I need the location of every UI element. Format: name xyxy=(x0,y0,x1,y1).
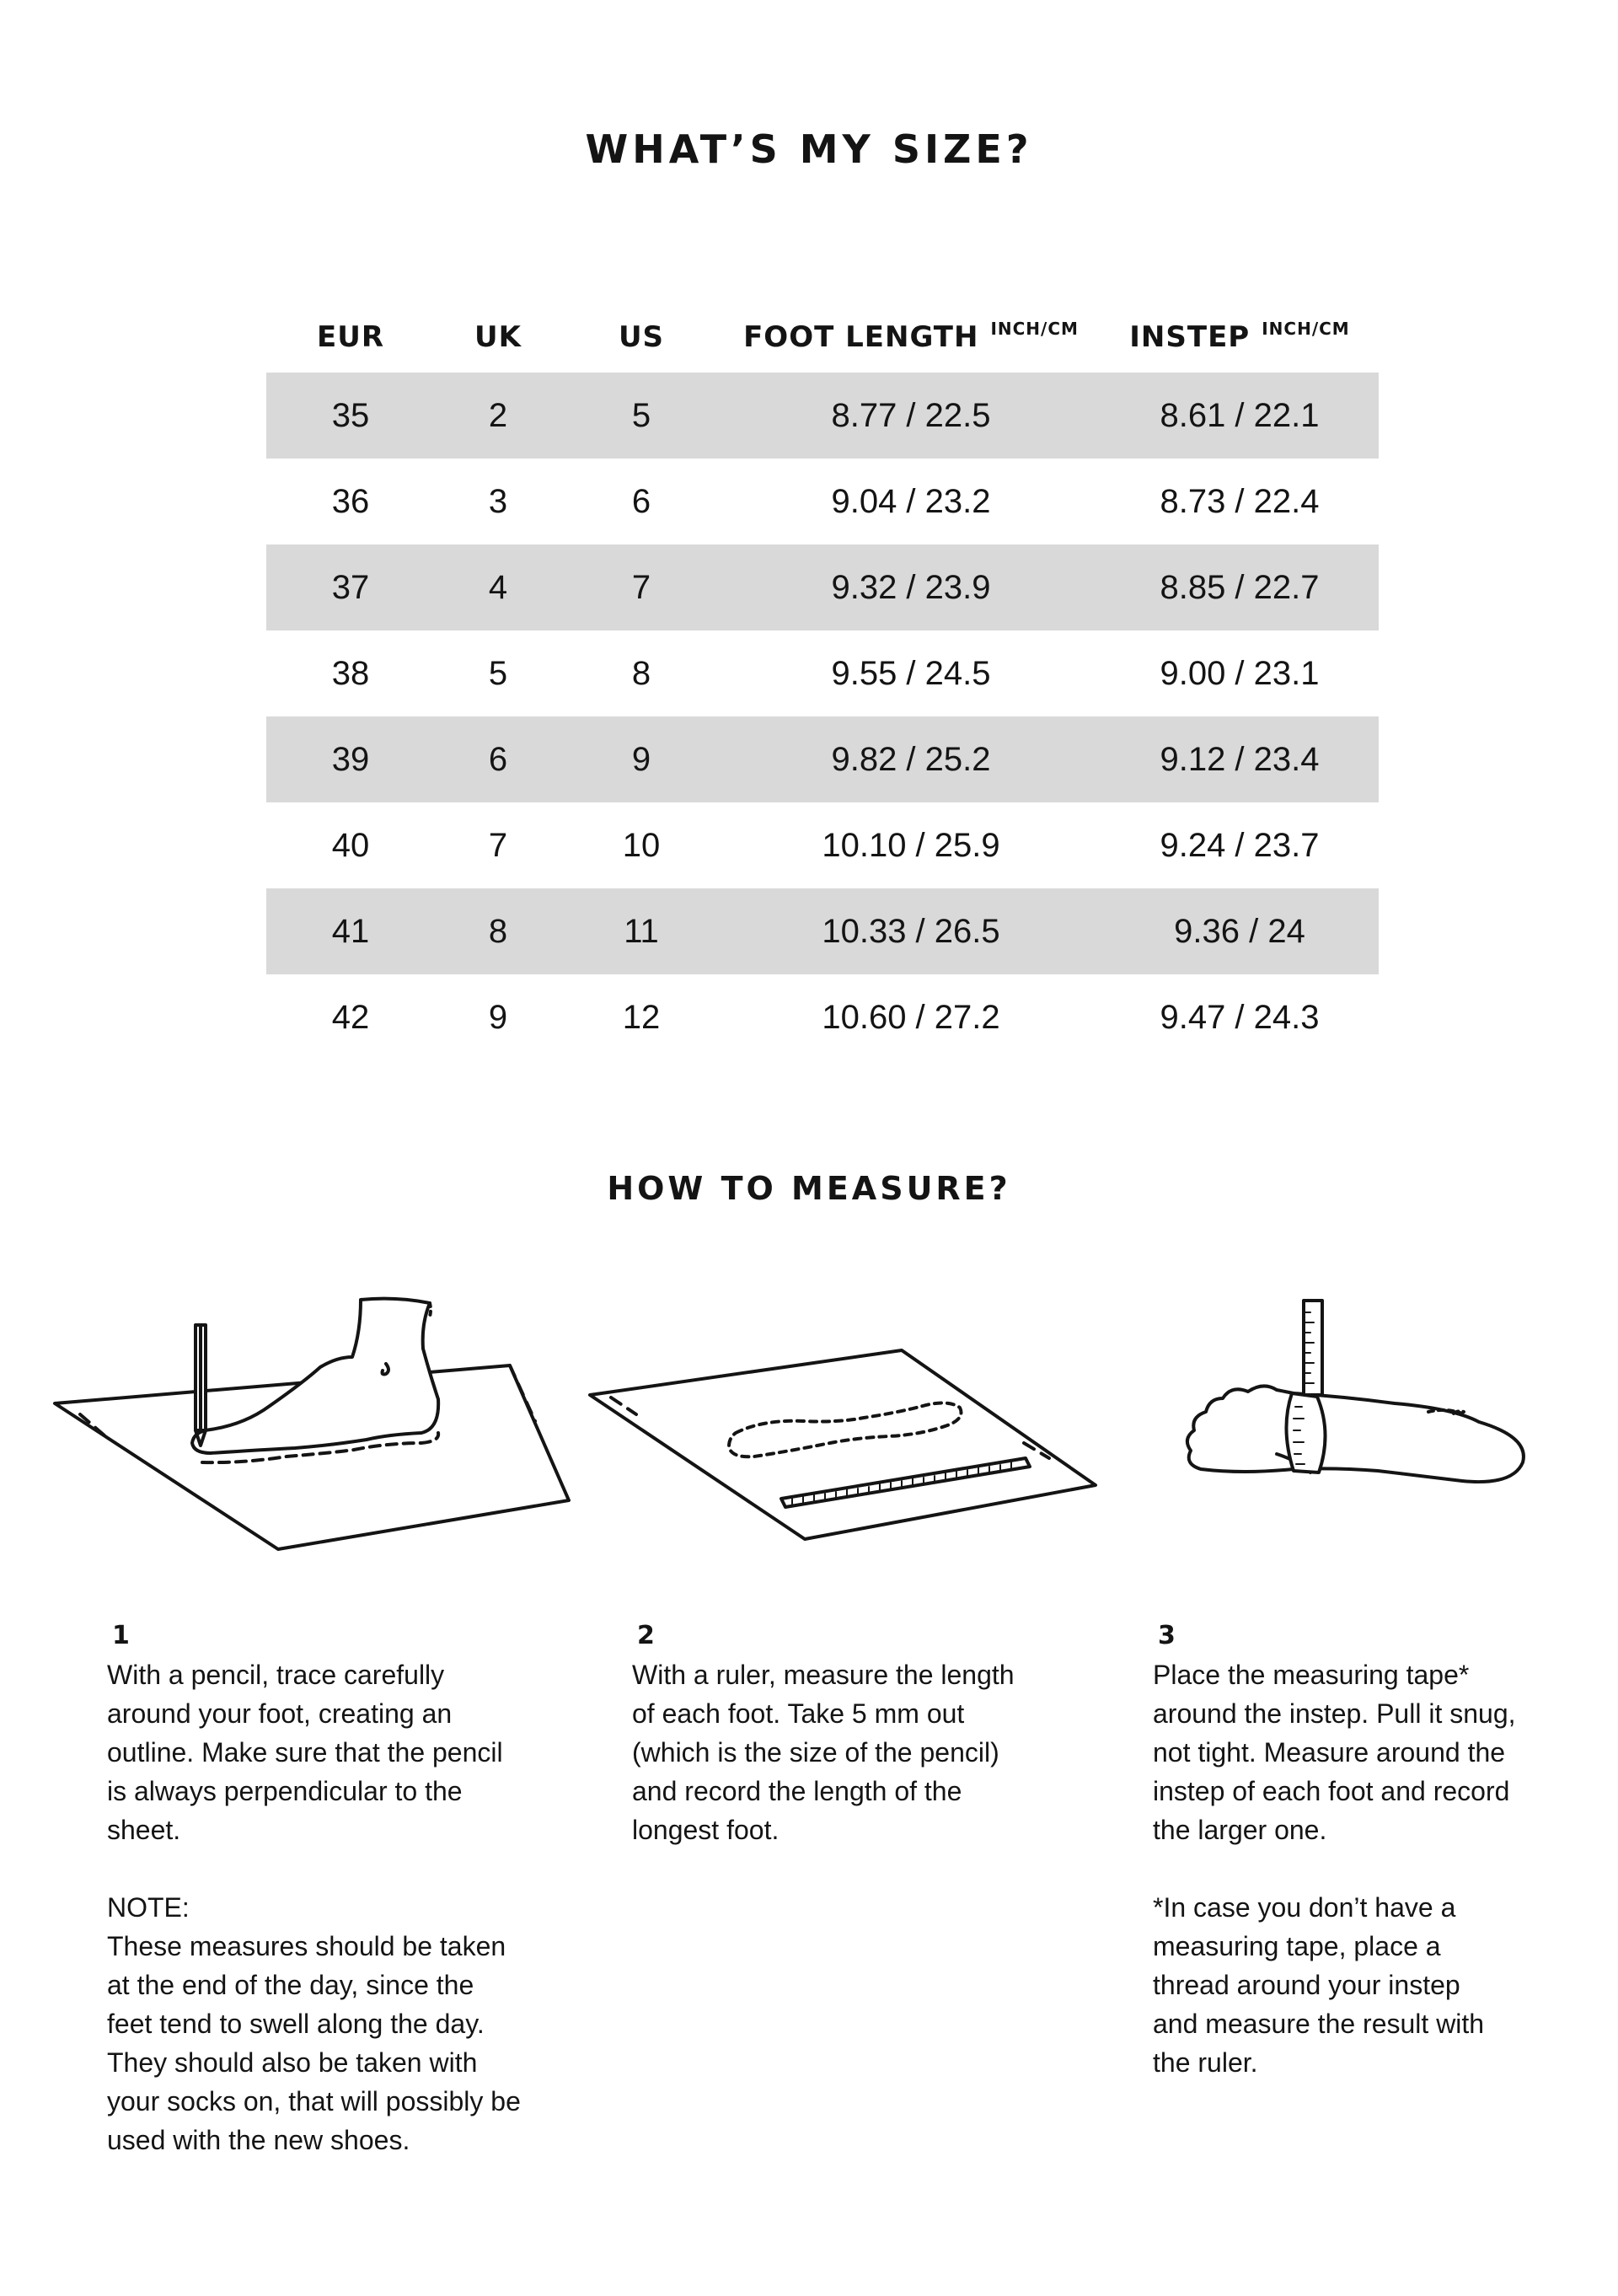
header-uk: UK xyxy=(474,320,522,354)
header-eur: EUR xyxy=(316,320,384,354)
cell-us: 9 xyxy=(561,716,721,802)
how-to-measure-title: HOW TO MEASURE? xyxy=(607,1170,1011,1207)
cell-instep: 8.85 / 22.7 xyxy=(1101,544,1379,630)
cell-instep: 8.61 / 22.1 xyxy=(1101,373,1379,459)
cell-instep: 9.24 / 23.7 xyxy=(1160,826,1320,864)
cell-uk: 9 xyxy=(488,998,508,1036)
instep-tape-icon xyxy=(1176,1294,1538,1513)
step-number: 2 xyxy=(637,1621,655,1650)
step-number: 3 xyxy=(1158,1621,1176,1650)
step-note-line: used with the new shoes. xyxy=(107,2125,410,2155)
header-instep-unit: INCH/CM xyxy=(1262,319,1350,339)
step-text-line: the larger one. xyxy=(1153,1815,1327,1845)
table-row xyxy=(266,544,1379,630)
cell-instep: 9.00 / 23.1 xyxy=(1160,654,1320,692)
cell-eur: 37 xyxy=(266,544,435,630)
header-instep xyxy=(1101,287,1379,373)
step-text-line: and record the length of the xyxy=(632,1776,962,1806)
cell-foot-length: 9.04 / 23.2 xyxy=(831,482,991,520)
step-note-line: and measure the result with xyxy=(1153,2009,1485,2039)
cell-us: 8 xyxy=(631,654,651,692)
table-row xyxy=(266,630,1379,716)
cell-eur: 42 xyxy=(331,998,370,1036)
cell-instep: 8.73 / 22.4 xyxy=(1160,482,1320,520)
cell-us: 12 xyxy=(622,998,661,1036)
table-row xyxy=(266,459,1379,544)
cell-foot-length: 9.55 / 24.5 xyxy=(831,654,991,692)
step-note-line: at the end of the day, since the xyxy=(107,1970,474,2000)
step-note-line: feet tend to swell along the day. xyxy=(107,2009,485,2039)
step-1 xyxy=(107,1617,545,2159)
header-foot-length xyxy=(721,287,1101,373)
step-3 xyxy=(1153,1617,1591,2082)
step-text-line: Place the measuring tape* xyxy=(1153,1660,1470,1690)
cell-eur: 38 xyxy=(331,654,370,692)
step-text-line: outline. Make sure that the pencil xyxy=(107,1737,503,1768)
step-note-line: thread around your instep xyxy=(1153,1970,1460,2000)
step-text-line: is always perpendicular to the xyxy=(107,1776,463,1806)
cell-instep: 9.36 / 24 xyxy=(1101,888,1379,974)
cell-uk: 8 xyxy=(435,888,561,974)
cell-instep: 9.12 / 23.4 xyxy=(1101,716,1379,802)
step-number: 1 xyxy=(112,1621,130,1650)
table-row xyxy=(266,373,1379,459)
table-row xyxy=(266,974,1379,1060)
step-2 xyxy=(632,1617,1070,1849)
cell-eur: 39 xyxy=(266,716,435,802)
ruler-measure-icon xyxy=(586,1340,1100,1551)
cell-foot-length: 9.82 / 25.2 xyxy=(721,716,1101,802)
table-row xyxy=(266,716,1379,802)
cell-uk: 5 xyxy=(488,654,508,692)
page-title: WHAT’S MY SIZE? xyxy=(585,126,1033,172)
cell-foot-length: 8.77 / 22.5 xyxy=(721,373,1101,459)
step-text-line: With a pencil, trace carefully xyxy=(107,1660,445,1690)
step-text-line: (which is the size of the pencil) xyxy=(632,1737,999,1768)
cell-uk: 2 xyxy=(435,373,561,459)
step-text-line: of each foot. Take 5 mm out xyxy=(632,1698,965,1729)
size-chart-table xyxy=(266,287,1379,1060)
cell-uk: 4 xyxy=(435,544,561,630)
header-foot-length-unit: INCH/CM xyxy=(990,319,1079,339)
table-row xyxy=(266,888,1379,974)
cell-uk: 3 xyxy=(488,482,508,520)
step-text-line: sheet. xyxy=(107,1815,181,1845)
header-foot-length-label: FOOT LENGTH xyxy=(743,320,979,354)
cell-eur: 41 xyxy=(266,888,435,974)
table-header-row xyxy=(266,287,1379,373)
cell-eur: 35 xyxy=(266,373,435,459)
cell-us: 10 xyxy=(622,826,661,864)
step-text-line: instep of each foot and record xyxy=(1153,1776,1510,1806)
foot-tracing-icon xyxy=(51,1290,581,1559)
cell-us: 7 xyxy=(561,544,721,630)
step-note-line: *In case you don’t have a xyxy=(1153,1892,1456,1923)
cell-uk: 7 xyxy=(488,826,508,864)
cell-eur: 40 xyxy=(331,826,370,864)
cell-eur: 36 xyxy=(331,482,370,520)
cell-uk: 6 xyxy=(435,716,561,802)
step-text-line: around your foot, creating an xyxy=(107,1698,453,1729)
cell-us: 11 xyxy=(561,888,721,974)
table-row xyxy=(266,802,1379,888)
header-instep-label: INSTEP xyxy=(1129,320,1251,354)
step-note-line: measuring tape, place a xyxy=(1153,1931,1441,1961)
cell-foot-length: 10.33 / 26.5 xyxy=(721,888,1101,974)
step-note-line: NOTE: xyxy=(107,1892,190,1923)
cell-foot-length: 10.10 / 25.9 xyxy=(822,826,1000,864)
step-text-line: With a ruler, measure the length xyxy=(632,1660,1015,1690)
step-note-line: These measures should be taken xyxy=(107,1931,506,1961)
cell-foot-length: 9.32 / 23.9 xyxy=(721,544,1101,630)
header-us: US xyxy=(618,320,665,354)
cell-foot-length: 10.60 / 27.2 xyxy=(822,998,1000,1036)
step-text-line: not tight. Measure around the xyxy=(1153,1737,1506,1768)
cell-instep: 9.47 / 24.3 xyxy=(1160,998,1320,1036)
step-note-line: They should also be taken with xyxy=(107,2047,478,2078)
step-note-line: your socks on, that will possibly be xyxy=(107,2086,521,2116)
step-text-line: longest foot. xyxy=(632,1815,780,1845)
cell-us: 5 xyxy=(561,373,721,459)
step-note-line: the ruler. xyxy=(1153,2047,1258,2078)
step-text-line: around the instep. Pull it snug, xyxy=(1153,1698,1516,1729)
cell-us: 6 xyxy=(631,482,651,520)
